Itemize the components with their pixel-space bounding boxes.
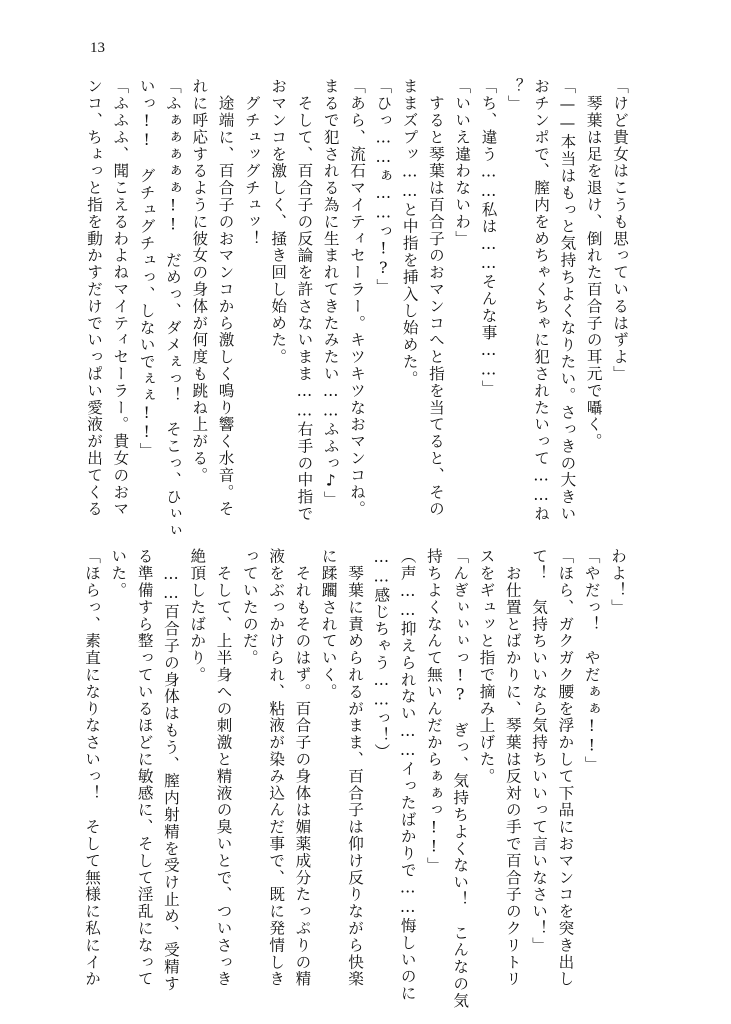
text-line: それもそのはず。百合子の身体は媚薬成分たっぷりの精 [293,548,312,988]
text-line: っていたのだ。 [240,548,259,667]
text-line: （声……抑えられない……イったばかりで……悔しいのに [398,548,417,1002]
page-number: 13 [90,40,105,56]
text-line: に蹂躙されていく。 [319,548,338,701]
text-line: れに呼応するように彼女の身体が何度も跳ね上がる。 [190,78,209,484]
text-line: 「んぎぃぃぃっ!? ぎっ、気持ちよくない！ こんなの気 [451,548,470,1010]
text-line: ……感じちゃう……っ！） [372,548,391,761]
text-line: 「ほら、ガクガク腰を浮かして下品におマンコを突き出し [556,548,575,988]
text-line: ……百合子の身体はもう、膣内射精を受け止め、受精す [161,548,180,993]
text-line: 絶頂したばかり。 [188,548,207,684]
text-line: 液をぶっかけられ、粘液が染み込んだ事で、既に発情しき [267,548,286,988]
text-line: ンコ、ちょっと指を動かすだけでいっぱい愛液が出てくる [85,78,104,518]
text-line: まるで犯される為に生まれてきたみたい……ふふっ♪」 [321,78,340,508]
lower-text-block [79,548,631,1010]
text-line: 「——本当はもっと気持ちよくなりたい。さっきの大きい [558,78,577,523]
text-line: 「ふぁぁぁぁぁ!! だめっ、ダメぇっ！ そこっ、ひぃぃ [163,78,182,540]
text-line: お仕置とばかりに、琴葉は反対の手で百合子のクリトリ [503,548,522,988]
text-line: る準備すら整っているほどに敏感に、そして淫乱になって [135,548,154,988]
text-line: 「いいえ違わないわ」 [453,78,472,247]
text-line: て！ 気持ちいいなら気持ちいいって言いなさい！」 [530,548,549,954]
text-line: ？」 [505,78,524,112]
text-line: 「やだっ！ やだぁぁ!!」 [582,548,601,773]
text-line: 琴葉は足を退け、倒れた百合子の耳元で囁く。 [584,78,603,450]
text-line: 「ひっ……ぁ……っ!?」 [374,78,393,296]
text-line: わよ！」 [609,548,627,616]
text-line: グチュッグチュッ！ [242,78,261,247]
text-line: いた。 [109,548,128,599]
text-line: ままズプッ……と中指を挿入し始めた。 [400,78,419,387]
text-line: 「けど貴女はこうも思っているはずよ」 [611,78,629,383]
text-line: スをギュッと指で摘み上げた。 [477,548,496,785]
text-line: いっ!! グチュグチュっ、しないでぇぇ!!」 [137,78,156,460]
text-line: すると琴葉は百合子のおマンコへと指を当てると、その [426,78,445,518]
text-line: 途端に、百合子のおマンコから激しく鳴り響く水音。そ [216,78,235,518]
text-line: 持ちよくなんて無いんだからぁぁっ!!」 [424,548,443,874]
text-line: 「ち、違う……私は……そんな事……」 [479,78,498,397]
text-line: 琴葉に責められるがまま、百合子は仰け反りながら快楽 [346,548,365,988]
text-line: そして、百合子の反論を許さないまま……右手の中指で [295,78,314,523]
text-line: 「ふふふ、聞こえるわよねマイティセーラー。貴女のおマ [111,78,130,518]
text-line: 「あら、流石マイティセーラー。キツキツなおマンコね。 [348,78,367,518]
text-line: そして、上半身への刺激と精液の臭いとで、ついさっき [214,548,233,988]
text-line: おマンコを激しく、掻き回し始めた。 [269,78,288,366]
text-line: 「ほらっ、素直になりなさいっ！ そして無様に私にイか [83,548,102,988]
upper-text-block [81,78,633,540]
text-line: おチンポで、膣内をめちゃくちゃに犯されたいって……ね [532,78,551,523]
